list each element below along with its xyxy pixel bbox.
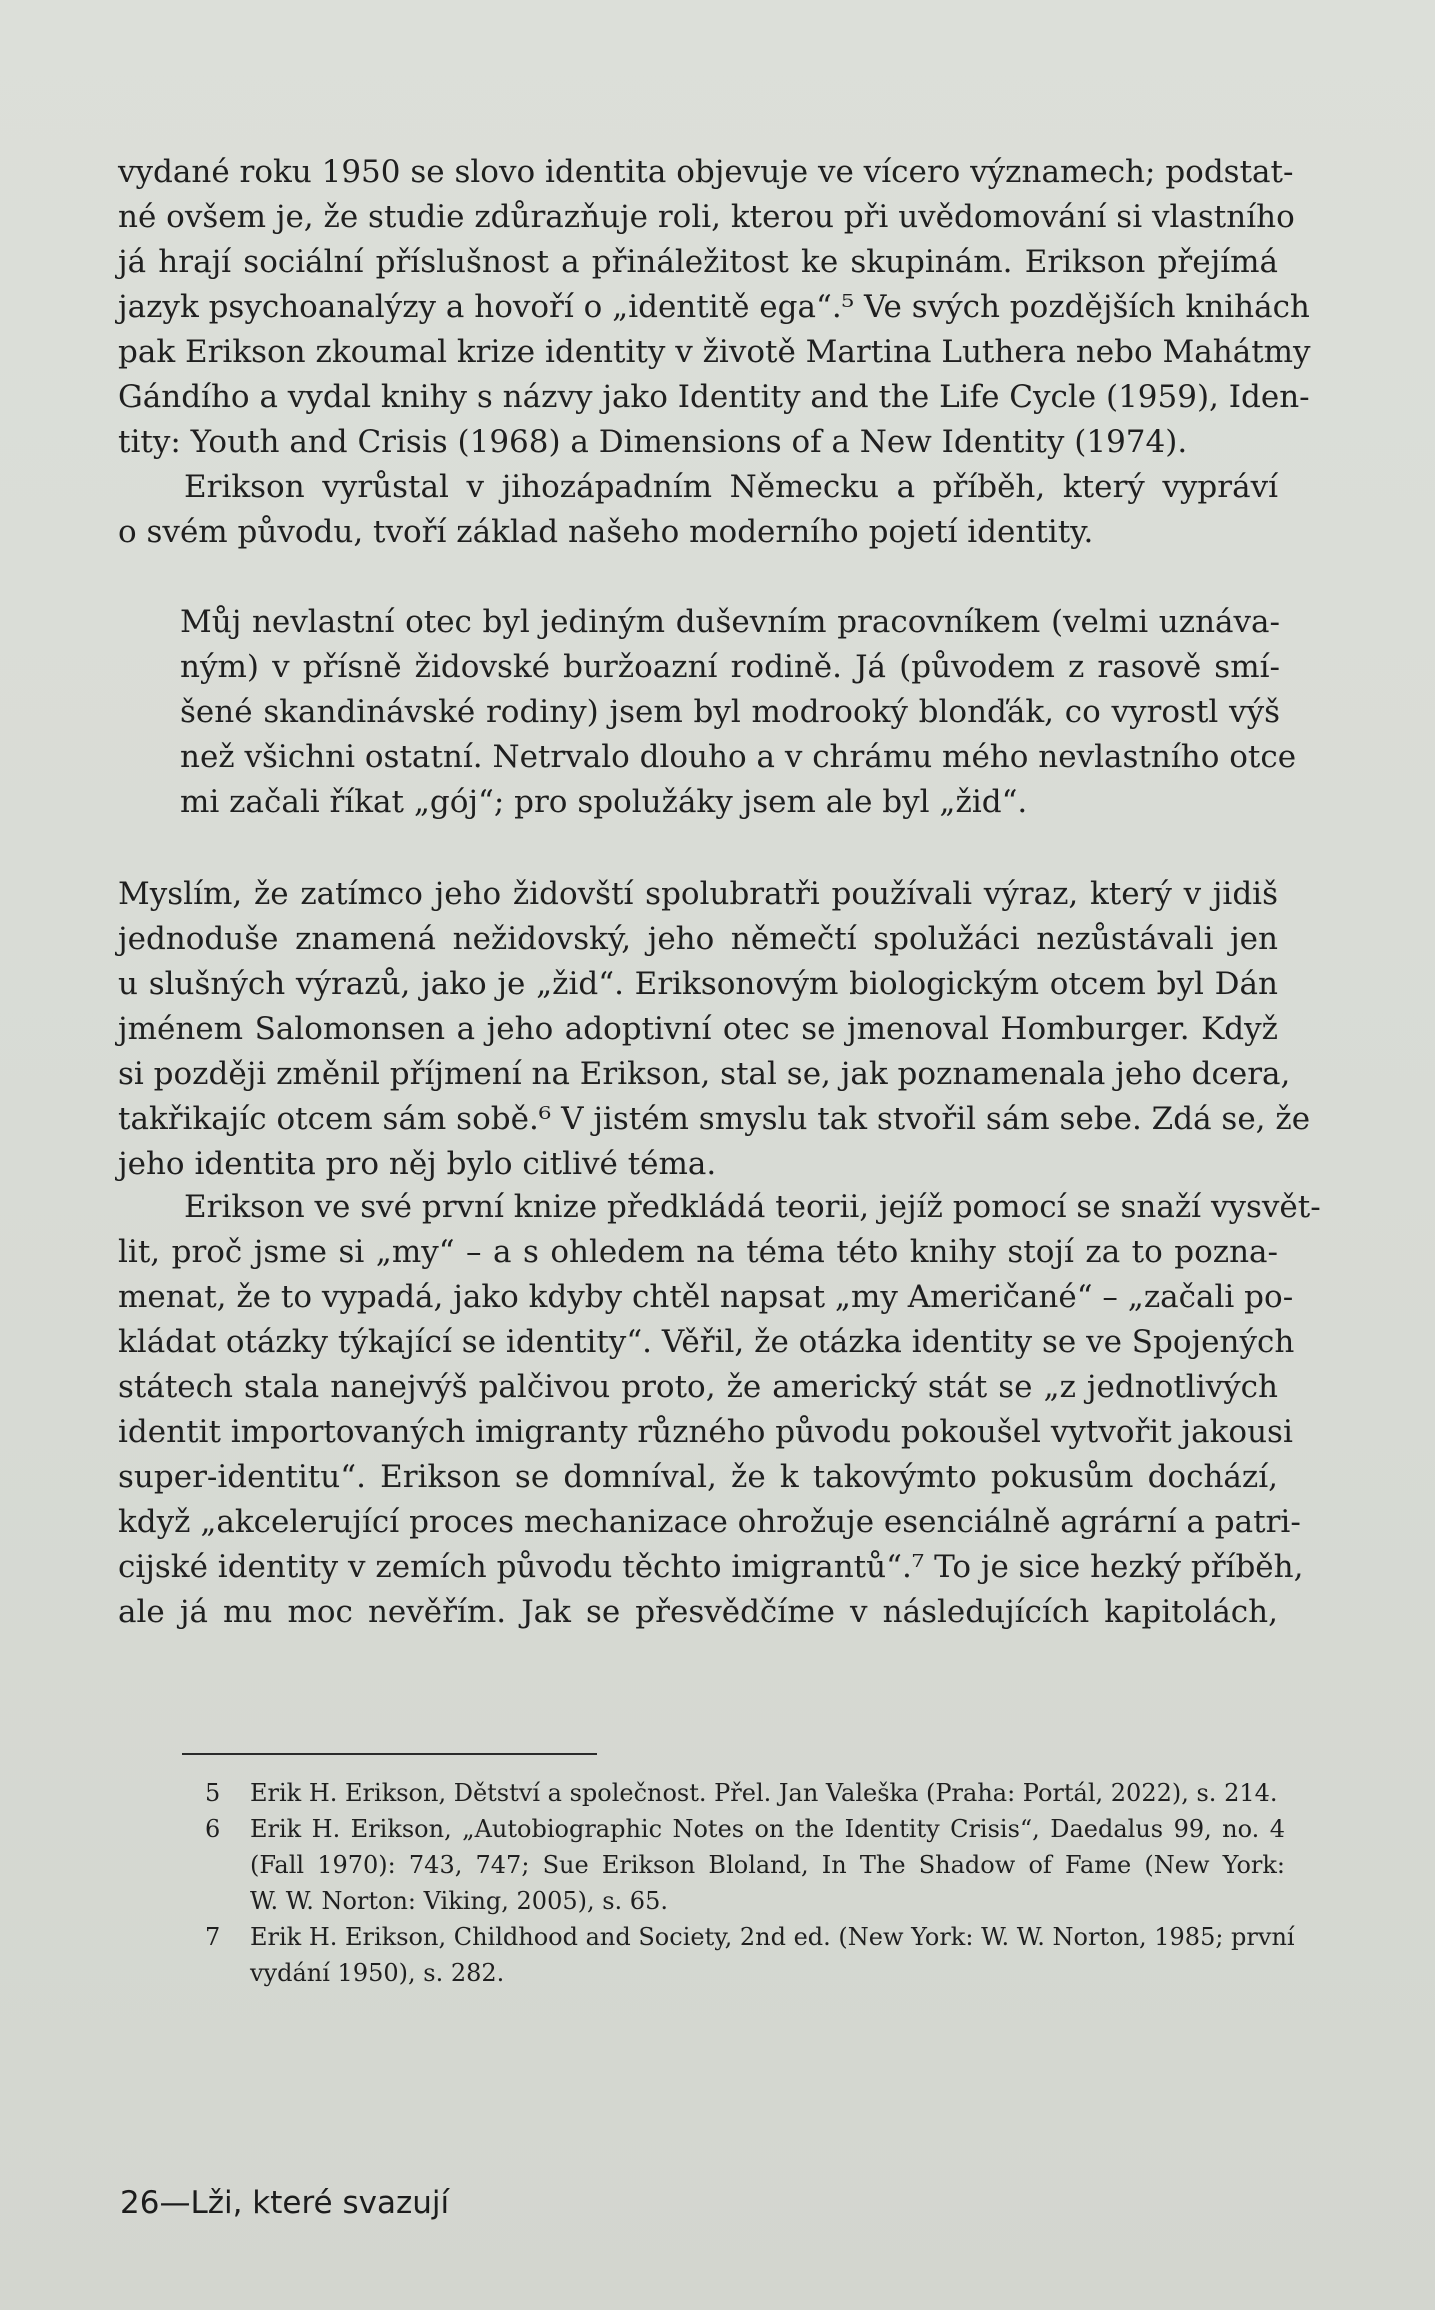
text-line: super-identitu“. Erikson se domníval, že k takovýmto pokusům dochází, xyxy=(118,1459,1278,1495)
footnote-number: 5 xyxy=(205,1779,221,1807)
page-footer: 26—Lži, které svazují xyxy=(120,2185,450,2221)
text-line: Erikson ve své první knize předkládá teorii, jejíž pomocí se snaží vysvět- xyxy=(184,1189,1321,1225)
text-line: jeho identita pro něj bylo citlivé téma. xyxy=(118,1146,717,1182)
text-line: když „akcelerující proces mechanizace ohrožuje esenciálně agrární a patri- xyxy=(118,1504,1301,1540)
text-line: menat, že to vypadá, jako kdyby chtěl napsat „my Američané“ – „začali po- xyxy=(118,1279,1294,1315)
paragraph-4 xyxy=(118,1185,1321,1635)
text-line: né ovšem je, že studie zdůrazňuje roli, kterou při uvědomování si vlastního xyxy=(118,199,1295,235)
text-line: já hrají sociální příslušnost a přináležitost ke skupinám. Erikson přejímá xyxy=(118,244,1278,280)
footnote-5 xyxy=(205,1775,1285,1811)
footnotes xyxy=(205,1775,1295,1991)
text-line: u slušných výrazů, jako je „žid“. Eriksonovým biologickým otcem byl Dán xyxy=(118,966,1278,1002)
paragraph-1 xyxy=(118,150,1311,465)
block-quote xyxy=(180,600,1297,825)
footnote-line: Erik H. Erikson, Childhood and Society, 2nd ed. (New York: W. W. Norton, 1985; první xyxy=(250,1923,1295,1951)
text-line: Erikson vyrůstal v jihozápadním Německu a příběh, který vypráví xyxy=(184,469,1278,505)
quote-line: ným) v přísně židovské buržoazní rodině. Já (původem z rasově smí- xyxy=(180,649,1280,685)
footnote-line: Erik H. Erikson, „Autobiographic Notes on the Identity Crisis“, Daedalus 99, no. 4 xyxy=(250,1815,1285,1843)
footnote-6 xyxy=(205,1811,1285,1919)
footnote-line: W. W. Norton: Viking, 2005), s. 65. xyxy=(250,1887,668,1915)
text-line: vydané roku 1950 se slovo identita objevuje ve vícero významech; podstat- xyxy=(118,154,1294,190)
quote-line: šené skandinávské rodiny) jsem byl modrooký blonďák, co vyrostl výš xyxy=(180,694,1280,730)
quote-line: Můj nevlastní otec byl jediným duševním pracovníkem (velmi uznáva- xyxy=(180,604,1280,640)
text-line: lit, proč jsme si „my“ – a s ohledem na téma této knihy stojí za to pozna- xyxy=(118,1234,1278,1270)
paragraph-2 xyxy=(118,465,1278,555)
footnote-number: 7 xyxy=(205,1923,221,1951)
quote-line: mi začali říkat „gój“; pro spolužáky jsem ale byl „žid“. xyxy=(180,784,1028,820)
text-line: jménem Salomonsen a jeho adoptivní otec se jmenoval Homburger. Když xyxy=(118,1011,1278,1047)
footnote-7 xyxy=(205,1919,1295,1991)
paragraph-3 xyxy=(118,872,1311,1187)
text-line: jednoduše znamená nežidovský, jeho němečtí spolužáci nezůstávali jen xyxy=(118,921,1278,957)
text-line: ale já mu moc nevěřím. Jak se přesvědčíme v následujících kapitolách, xyxy=(118,1594,1278,1630)
text-line: takřikajíc otcem sám sobě.⁶ V jistém smyslu tak stvořil sám sebe. Zdá se, že xyxy=(118,1101,1311,1137)
text-line: Myslím, že zatímco jeho židovští spolubratři používali výraz, který v jidiš xyxy=(118,876,1278,912)
footnote-line: (Fall 1970): 743, 747; Sue Erikson Bloland, In The Shadow of Fame (New York: xyxy=(250,1851,1285,1879)
text-line: státech stala nanejvýš palčivou proto, že americký stát se „z jednotlivých xyxy=(118,1369,1278,1405)
footnote-line: Erik H. Erikson, Dětství a společnost. Přel. Jan Valeška (Praha: Portál, 2022), s. 214. xyxy=(250,1779,1278,1807)
text-line: pak Erikson zkoumal krize identity v životě Martina Luthera nebo Mahátmy xyxy=(118,334,1311,370)
text-line: identit importovaných imigranty různého původu pokoušel vytvořit jakousi xyxy=(118,1414,1293,1450)
text-line: si později změnil příjmení na Erikson, stal se, jak poznamenala jeho dcera, xyxy=(118,1056,1291,1092)
text-line: Gándího a vydal knihy s názvy jako Identity and the Life Cycle (1959), Iden- xyxy=(118,379,1310,415)
footnote-line: vydání 1950), s. 282. xyxy=(250,1959,505,1987)
text-line: o svém původu, tvoří základ našeho moderního pojetí identity. xyxy=(118,514,1094,550)
footnote-number: 6 xyxy=(205,1815,221,1843)
text-line: tity: Youth and Crisis (1968) a Dimensions of a New Identity (1974). xyxy=(118,424,1188,460)
quote-line: než všichni ostatní. Netrvalo dlouho a v chrámu mého nevlastního otce xyxy=(180,739,1297,775)
text-line: cijské identity v zemích původu těchto imigrantů“.⁷ To je sice hezký příběh, xyxy=(118,1549,1304,1585)
text-line: jazyk psychoanalýzy a hovoří o „identitě ega“.⁵ Ve svých pozdějších knihách xyxy=(118,289,1310,325)
text-line: kládat otázky týkající se identity“. Věřil, že otázka identity se ve Spojených xyxy=(118,1324,1295,1360)
footnote-separator xyxy=(182,1753,597,1755)
